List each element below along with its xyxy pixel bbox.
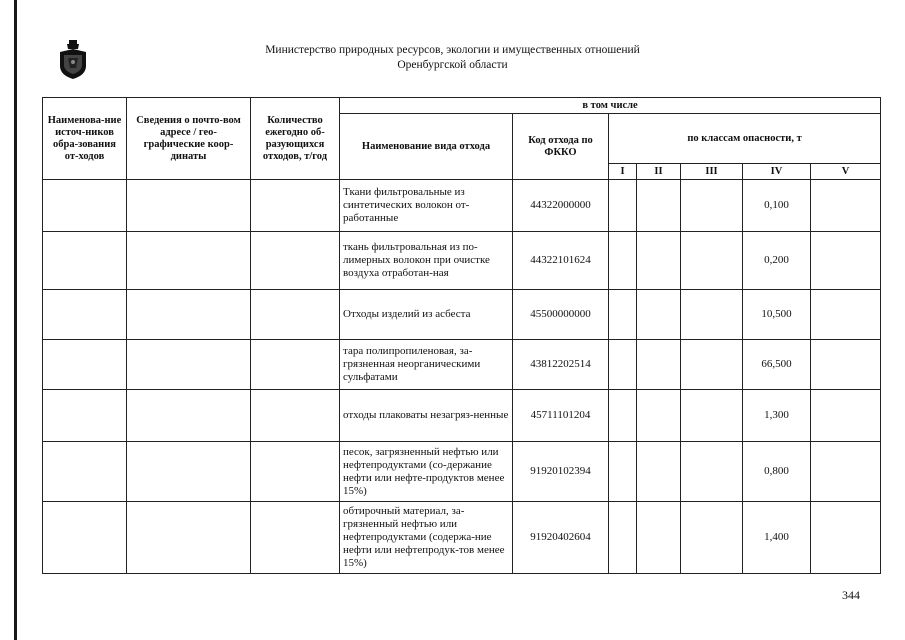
fkko-code-cell: 91920102394 [513, 442, 609, 502]
header-class-5: V [811, 164, 881, 180]
table-row [43, 442, 881, 502]
header-address: Сведения о почто-вом адресе / гео-графические коор-динаты [127, 98, 251, 180]
table-row [43, 340, 881, 390]
fkko-code-cell: 44322101624 [513, 232, 609, 290]
region-name: Оренбургской области [397, 59, 508, 71]
class-4-value: 0,800 [743, 442, 811, 502]
fkko-code-cell: 43812202514 [513, 340, 609, 390]
class-4-value: 10,500 [743, 290, 811, 340]
fkko-code-cell: 44322000000 [513, 180, 609, 232]
waste-name-cell: ткань фильтровальная из по-лимерных волокон при очистке воздуха отработан-ная [340, 232, 513, 290]
class-4-value: 0,200 [743, 232, 811, 290]
table-row [43, 390, 881, 442]
header-class-2: II [637, 164, 681, 180]
margin-rule [14, 0, 17, 640]
header-waste-name: Наименование вида отхода [340, 114, 513, 180]
class-4-value: 66,500 [743, 340, 811, 390]
header-quantity: Количество ежегодно об-разующихся отходов, т/год [251, 98, 340, 180]
class-4-value: 1,400 [743, 502, 811, 574]
waste-name-cell: тара полипропиленовая, за-грязненная неорганическими сульфатами [340, 340, 513, 390]
class-4-value: 0,100 [743, 180, 811, 232]
header-class-3: III [681, 164, 743, 180]
header-class-1: I [609, 164, 637, 180]
table-row [43, 180, 881, 232]
table-row [43, 502, 881, 574]
fkko-code-cell: 91920402604 [513, 502, 609, 574]
ministry-name: Министерство природных ресурсов, экологии и имущественных отношений [265, 44, 640, 56]
class-4-value: 1,300 [743, 390, 811, 442]
header-including: в том числе [340, 98, 881, 114]
header-fkko-code: Код отхода по ФККО [513, 114, 609, 180]
table-row [43, 232, 881, 290]
fkko-code-cell: 45500000000 [513, 290, 609, 340]
header-class-4: IV [743, 164, 811, 180]
header-hazard-classes: по классам опасности, т [609, 114, 881, 164]
waste-table [42, 97, 881, 574]
table-row [43, 290, 881, 340]
header-source: Наименова-ние источ-ников обра-зования от-ходов [43, 98, 127, 180]
waste-name-cell: песок, загрязненный нефтью или нефтепродуктами (со-держание нефти или нефте-продуктов менее 15%) [340, 442, 513, 502]
waste-name-cell: отходы плаковаты незагряз-ненные [340, 390, 513, 442]
waste-name-cell: Ткани фильтровальные из синтетических волокон от-работанные [340, 180, 513, 232]
fkko-code-cell: 45711101204 [513, 390, 609, 442]
waste-name-cell: Отходы изделий из асбеста [340, 290, 513, 340]
waste-name-cell: обтирочный материал, за-грязненный нефтью или нефтепродуктами (содержа-ние нефти или нефтепродук-тов менее 15%) [340, 502, 513, 574]
page-number: 344 [842, 588, 860, 602]
